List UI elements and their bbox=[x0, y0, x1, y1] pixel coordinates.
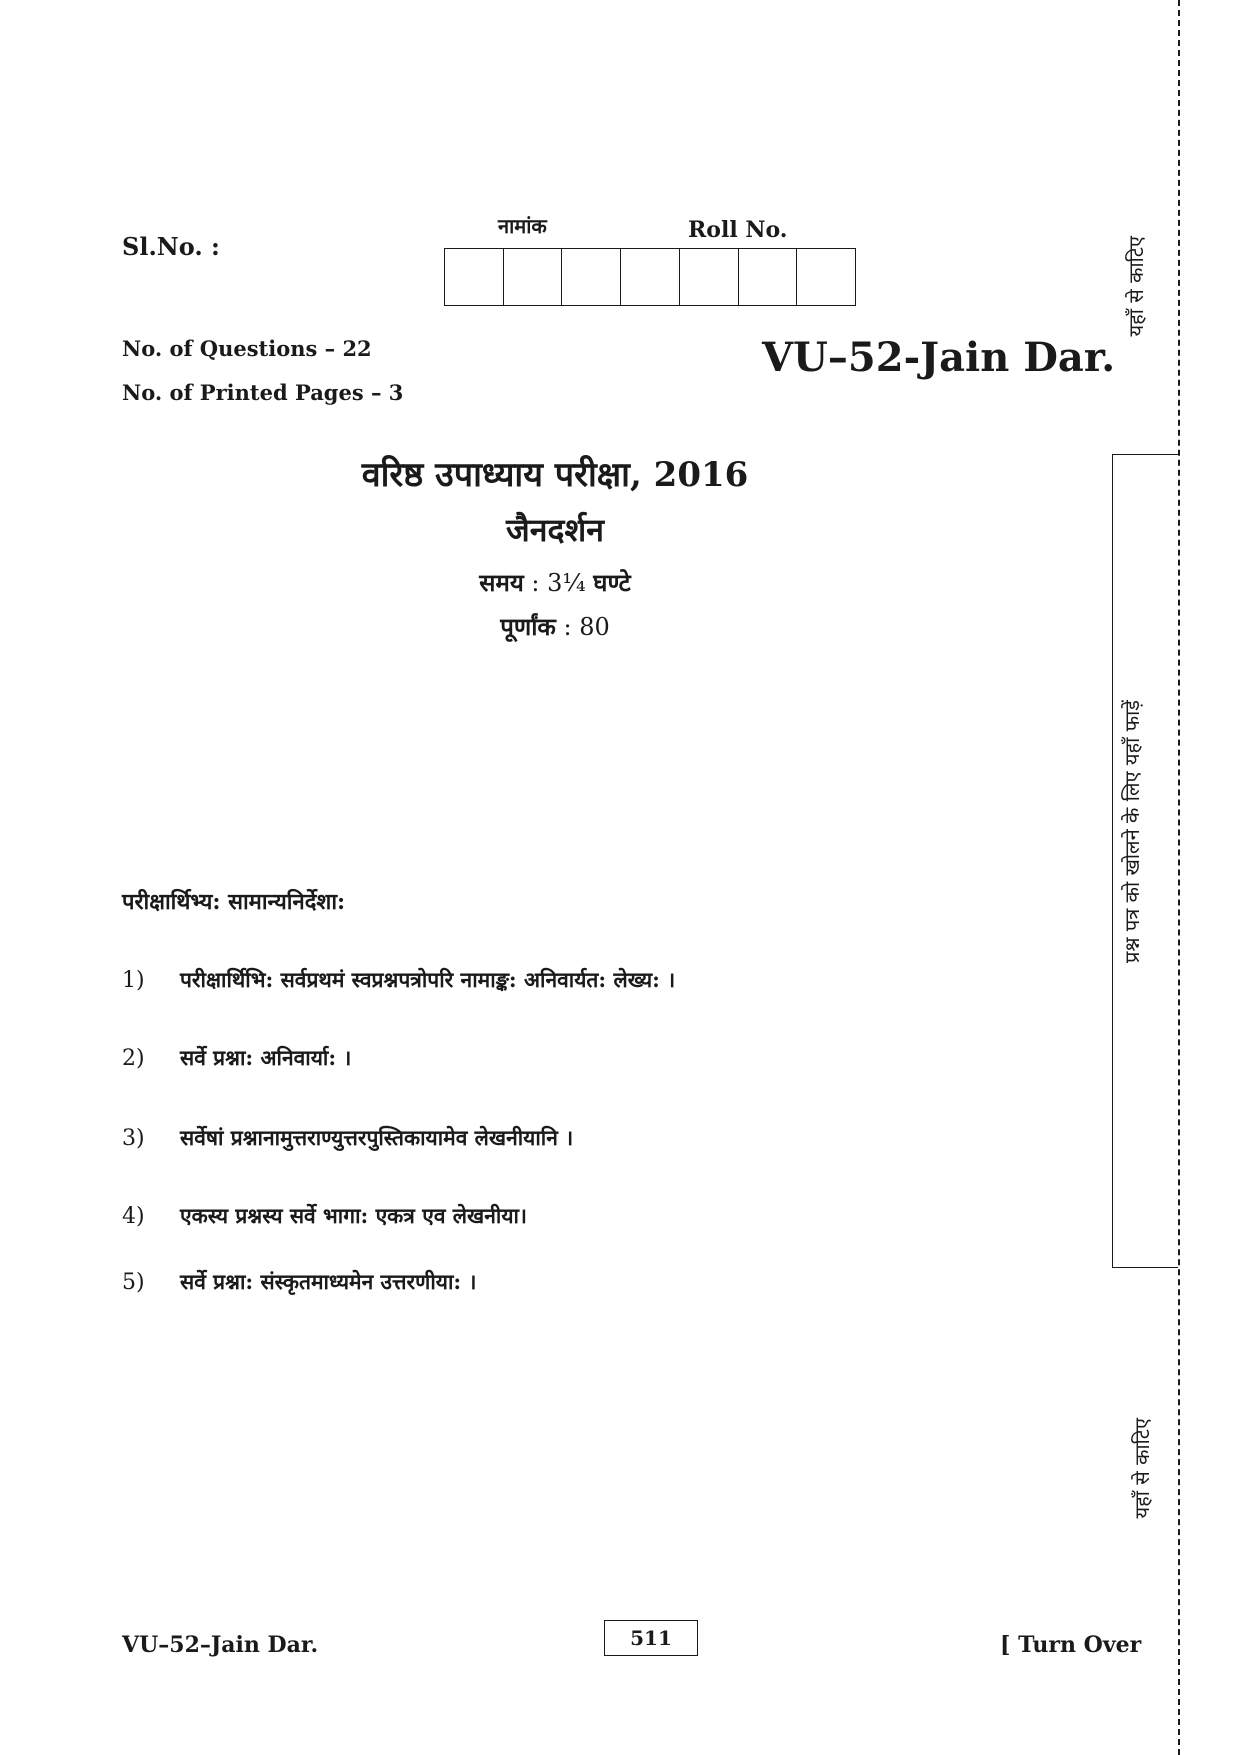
page-number-box: 511 bbox=[604, 1620, 698, 1656]
roll-number-box[interactable] bbox=[562, 249, 621, 305]
instructions-heading: परीक्षार्थिभ्य: सामान्यनिर्देशा: bbox=[122, 889, 346, 915]
number-of-printed-pages: No. of Printed Pages – 3 bbox=[122, 380, 404, 405]
instruction-number: 3) bbox=[122, 1126, 145, 1151]
number-of-questions: No. of Questions – 22 bbox=[122, 336, 372, 361]
instruction-number: 5) bbox=[122, 1270, 145, 1295]
instruction-text: सर्वे प्रश्ना: अनिवार्या: । bbox=[180, 1045, 352, 1070]
time-label: समय bbox=[479, 568, 524, 597]
footer-paper-code: VU–52–Jain Dar. bbox=[122, 1632, 319, 1658]
turn-over-label: [ Turn Over bbox=[1000, 1632, 1142, 1658]
instruction-text: सर्वे प्रश्ना: संस्कृतमाध्यमेन उत्तरणीया: । bbox=[180, 1269, 477, 1294]
instruction-text: एकस्य प्रश्नस्य सर्वे भागा: एकत्र एव लेखनीया। bbox=[180, 1203, 527, 1228]
cut-here-bottom-label: यहाँ से काटिए bbox=[1130, 1418, 1154, 1519]
instruction-text: सर्वेषां प्रश्नानामुत्तराण्युत्तरपुस्तिकायामेव लेखनीयानि । bbox=[180, 1125, 574, 1150]
marks-line bbox=[0, 610, 1110, 643]
instruction-number: 1) bbox=[122, 968, 145, 993]
perforation-cut-line bbox=[1178, 0, 1180, 1755]
tear-here-label: प्रश्न पत्र को खोलने के लिए यहाँ फाड़ें bbox=[1120, 700, 1144, 964]
instruction-number: 2) bbox=[122, 1046, 145, 1071]
instruction-item bbox=[122, 1202, 527, 1230]
paper-code: VU–52-Jain Dar. bbox=[762, 334, 1116, 381]
roll-number-box[interactable] bbox=[739, 249, 798, 305]
roll-number-box[interactable] bbox=[797, 249, 855, 305]
marks-value: : 80 bbox=[563, 613, 610, 641]
namank-label: नामांक bbox=[498, 214, 547, 238]
subject-title: जैनदर्शन bbox=[505, 511, 605, 549]
time-line bbox=[0, 566, 1110, 599]
instruction-item bbox=[122, 1268, 476, 1296]
roll-number-box[interactable] bbox=[680, 249, 739, 305]
serial-number-label: Sl.No. : bbox=[122, 232, 220, 261]
roll-number-label: Roll No. bbox=[688, 217, 788, 243]
instruction-item bbox=[122, 966, 675, 994]
cut-here-top-label: यहाँ से काटिए bbox=[1124, 236, 1148, 337]
time-unit: घण्टे bbox=[593, 568, 631, 597]
roll-number-box[interactable] bbox=[504, 249, 563, 305]
marks-label: पूर्णांक bbox=[500, 612, 556, 641]
instruction-text: परीक्षार्थिभि: सर्वप्रथमं स्वप्रश्नपत्रोपरि नामाङ्क: अनिवार्यत: लेख्य: । bbox=[180, 967, 676, 992]
time-value: : 3¼ bbox=[531, 569, 586, 597]
exam-title: वरिष्ठ उपाध्याय परीक्षा, 2016 bbox=[361, 455, 749, 495]
roll-number-box[interactable] bbox=[445, 249, 504, 305]
instruction-item bbox=[122, 1124, 573, 1152]
instruction-item bbox=[122, 1044, 351, 1072]
instruction-number: 4) bbox=[122, 1204, 145, 1229]
roll-number-box[interactable] bbox=[621, 249, 680, 305]
roll-number-boxes bbox=[444, 248, 856, 306]
